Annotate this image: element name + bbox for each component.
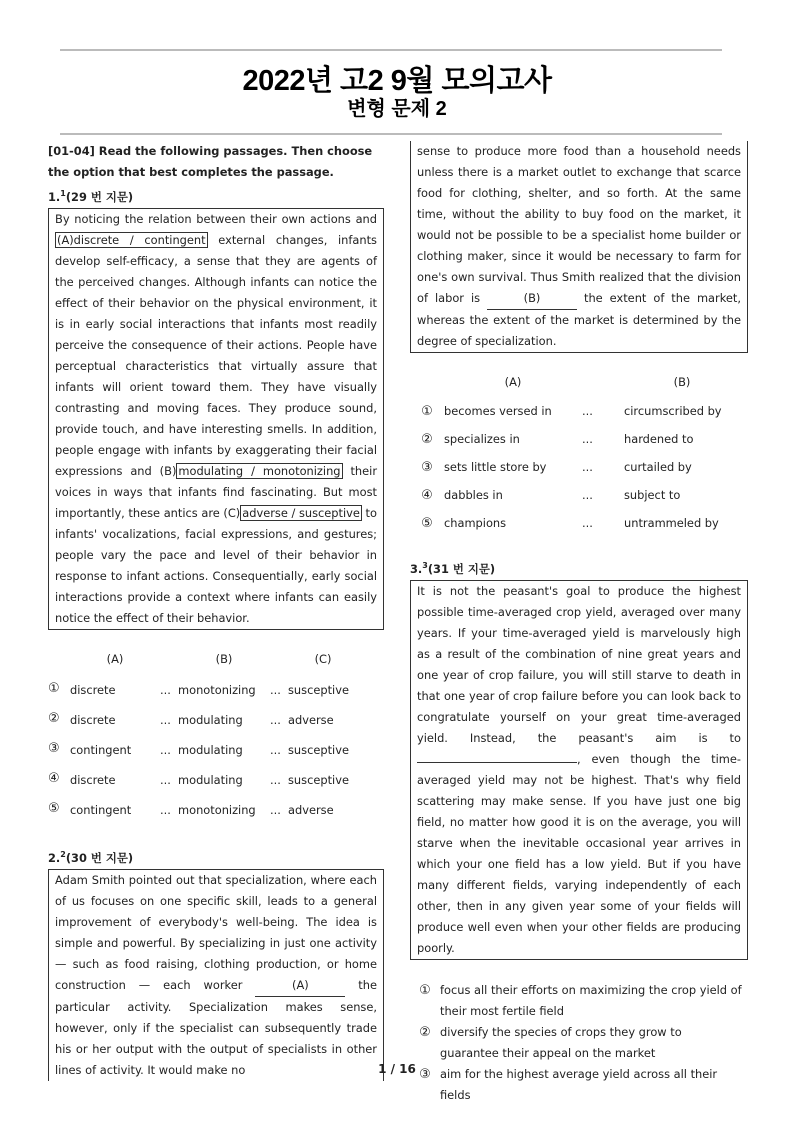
question-source: (30 번 지문) — [65, 850, 134, 865]
option-row[interactable] — [410, 509, 740, 537]
separator: ... — [582, 459, 593, 474]
option-row[interactable] — [48, 706, 358, 736]
option-a: discrete — [70, 683, 116, 698]
option-a: specializes in — [444, 431, 520, 446]
option-item[interactable] — [410, 980, 748, 1022]
passage-text: Adam Smith pointed out that specialization, where each of us focuses on one specific skill, leads to a general improvement of everybody's well-being. The idea is simple and powerful. By specializing in just one activity — such as food raising, clothing production, or home construction — each worker — [55, 872, 377, 992]
option-number: ⑤ — [48, 800, 60, 816]
separator: ... — [270, 803, 281, 818]
option-b: monotonizing — [178, 683, 256, 698]
option-row[interactable] — [410, 453, 740, 481]
passage-1 — [48, 208, 384, 630]
option-b: modulating — [178, 743, 243, 758]
passage-text: sense to produce more food than a household needs unless there is a market outlet to exchange that scarce food for clothing, shelter, and so forth. At the same time, without the ability to buy food on the market, it would not be possible to be a specialist home builder or clothing maker, since it would be necessary to farm for one's own survival. Thus Smith realized that the division of labor is — [417, 144, 741, 305]
answer-blank: (B) — [487, 288, 577, 310]
option-b: hardened to — [624, 431, 694, 446]
option-b: modulating — [178, 713, 243, 728]
option-row[interactable] — [48, 736, 358, 766]
instructions: [01-04] Read the following passages. Then choose the option that best completes the passage. — [48, 144, 373, 179]
question-number: 2. — [48, 850, 61, 865]
option-number: ④ — [421, 487, 433, 503]
option-a: contingent — [70, 803, 132, 818]
option-row[interactable] — [48, 766, 358, 796]
header-b: (B) — [673, 374, 691, 389]
separator: ... — [160, 683, 171, 698]
option-a: discrete — [70, 773, 116, 788]
separator: ... — [160, 743, 171, 758]
option-a: champions — [444, 515, 507, 530]
option-a: becomes versed in — [444, 403, 552, 418]
option-c: adverse — [288, 803, 334, 818]
separator: ... — [582, 431, 593, 446]
option-text: aim for the highest average yield across all their fields — [440, 1066, 718, 1102]
option-number: ③ — [419, 1066, 431, 1082]
option-row[interactable] — [48, 796, 358, 826]
option-number: ② — [48, 710, 60, 726]
option-b: monotonizing — [178, 803, 256, 818]
option-b: curtailed by — [624, 459, 692, 474]
passage-text: to infants' vocalizations, facial expressions, and gestures; people vary the pace and level of their behavior in response to infant actions. Consequentially, early social interactions provide a context where infants can easily notice the effect of their behavior. — [55, 505, 377, 625]
option-b: modulating — [178, 773, 243, 788]
question-source: (29 번 지문) — [65, 189, 134, 204]
option-text: focus all their efforts on maximizing the crop yield of their most fertile field — [440, 982, 742, 1018]
left-column — [48, 141, 384, 1081]
separator: ... — [270, 713, 281, 728]
question-source: (31 번 지문) — [427, 561, 496, 576]
passage-text: the extent of the market, whereas the extent of the market is determined by the degree of specialization. — [417, 291, 742, 348]
answer-blank: (A) — [255, 975, 345, 997]
separator: ... — [270, 743, 281, 758]
separator: ... — [160, 713, 171, 728]
option-item[interactable] — [410, 1022, 748, 1064]
option-number: ② — [419, 1024, 431, 1040]
separator: ... — [582, 403, 593, 418]
option-c: susceptive — [288, 773, 349, 788]
option-a: contingent — [70, 743, 132, 758]
option-b: subject to — [624, 487, 681, 502]
footnote-ref: 1 — [60, 189, 66, 198]
options-table-2 — [410, 367, 740, 537]
option-number: ① — [419, 982, 431, 998]
passage-text: By noticing the relation between their own actions and — [55, 211, 377, 226]
question-1-heading — [48, 183, 384, 208]
word-choice-box: (A)discrete / contingent — [57, 232, 206, 247]
header-b: (B) — [215, 652, 233, 667]
option-b: untrammeled by — [624, 515, 719, 530]
separator: ... — [582, 487, 593, 502]
passage-2-part-2 — [410, 141, 748, 353]
separator: ... — [270, 683, 281, 698]
passage-text: the particular activity. Specialization makes sense, however, only if the specialist can subsequently trade his or her output with the output of specialists in other lines of activity. It would make no — [55, 977, 377, 1077]
passage-3 — [410, 580, 748, 960]
passage-text: , even though the time-averaged yield may not be highest. That's why field scattering may make sense. If you have just one big field, no matter how good it is on the average, you will starve when the inevitable occasional year arrives in which your one field has a low yield. But if you have many different fields, varying independently of each other, then in any given year some of your fields will produce well even when your other fields are producing poorly. — [417, 751, 741, 955]
passage-text: It is not the peasant's goal to produce the highest possible time-averaged crop yield, averaged over many years. If your time-averaged yield is marvelously high as a result of the combination of nine great years and one year of crop failure, you will still starve to death in that one year of crop failure before you can look back to congratulate yourself on your great time-averaged yield. Instead, the peasant's aim is to — [417, 583, 741, 745]
question-number: 3. — [410, 561, 423, 576]
option-number: ③ — [48, 740, 60, 756]
option-number: ⑤ — [421, 515, 433, 531]
separator: ... — [160, 773, 171, 788]
option-number: ④ — [48, 770, 60, 786]
option-number: ② — [421, 431, 433, 447]
passage-text: their voices in ways that infants find fascinating. But most importantly, these antics are (C) — [55, 463, 377, 520]
header-rule — [60, 133, 722, 135]
option-row[interactable] — [48, 676, 358, 706]
word-choice-box: adverse / susceptive — [242, 505, 360, 520]
answer-blank — [417, 762, 577, 763]
option-c: susceptive — [288, 683, 349, 698]
option-a: sets little store by — [444, 459, 547, 474]
top-rule — [60, 49, 722, 51]
header-c: (C) — [314, 652, 332, 667]
option-text: diversify the species of crops they grow to guarantee their appeal on the market — [440, 1024, 682, 1060]
header-a: (A) — [106, 652, 124, 667]
options-table-1 — [48, 644, 358, 826]
passage-text: external changes, infants develop self-efficacy, a sense that they are agents of the perceived changes. Although infants can notice the effect of their behavior on the physical environment, it is in early social interactions that infants most readily perceive the consequence of their actions. People have perceptual characteristics that virtually assure that infants will orient toward them. They have visually contrasting and moving faces. They produce sound, provide touch, and have interesting smells. In addition, people engage with infants by exaggerating their facial expressions and (B) — [55, 232, 377, 478]
separator: ... — [160, 803, 171, 818]
footnote-ref: 2 — [60, 849, 66, 859]
option-number: ③ — [421, 459, 433, 475]
separator: ... — [270, 773, 281, 788]
question-3-heading — [410, 555, 748, 580]
footnote-ref: 3 — [422, 561, 428, 570]
option-a: discrete — [70, 713, 116, 728]
option-a: dabbles in — [444, 487, 503, 502]
option-row[interactable] — [410, 397, 740, 425]
option-c: adverse — [288, 713, 334, 728]
option-b: circumscribed by — [624, 403, 722, 418]
page-number: 1 / 16 — [378, 1062, 416, 1076]
header-a: (A) — [504, 374, 522, 389]
option-number: ① — [48, 680, 60, 696]
page-subtitle: 변형 문제 2 — [347, 98, 447, 120]
page-title: 2022년 고2 9월 모의고사 — [242, 65, 552, 97]
option-number: ① — [421, 403, 433, 419]
question-number: 1. — [48, 189, 61, 204]
options-list-3 — [410, 980, 748, 1106]
option-row[interactable] — [410, 425, 740, 453]
question-2-heading — [48, 844, 384, 869]
word-choice-box: modulating / monotonizing — [178, 463, 341, 478]
option-row[interactable] — [410, 481, 740, 509]
passage-2-part-1 — [48, 869, 384, 1081]
right-column — [410, 141, 748, 1106]
option-c: susceptive — [288, 743, 349, 758]
separator: ... — [582, 515, 593, 530]
